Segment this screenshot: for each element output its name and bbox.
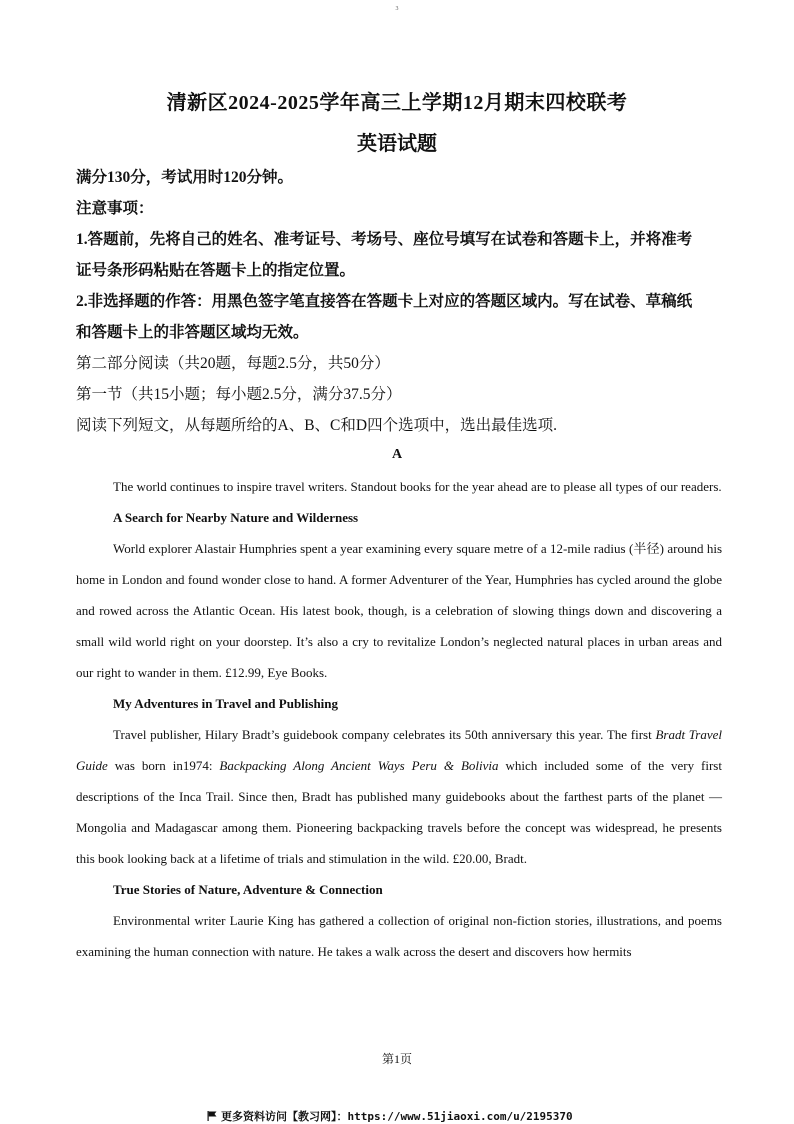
book-2-text-b: was born in1974: [107, 758, 220, 773]
book-2-italic-2: Backpacking Along Ancient Ways Peru & Bolivia [219, 758, 499, 773]
book-2-italic-1: Bradt Travel Guide [76, 727, 722, 773]
exam-title: 清新区2024-2025学年高三上学期12月期末四校联考 [166, 92, 628, 114]
book-1-title: A Search for Nearby Nature and Wilderness [113, 510, 359, 525]
part-two-heading: 第二部分阅读（共20题，每题2.5分，共50分） [76, 355, 390, 372]
note-1-line-1: 1.答题前，先将自己的姓名、准考证号、考场号、座位号填写在试卷和答题卡上，并将准考 [76, 231, 693, 248]
passage-intro: The world continues to inspire travel writers. Standout books for the year ahead are to please all types of our readers. [113, 479, 722, 494]
footer-ad[interactable] [207, 1108, 573, 1124]
book-1-text: World explorer Alastair Humphries spent a year examining every square metre of a 12-mile radius (半径) around his home in London and found wonder close to hand. A former Adventurer of the Year, Humphries has cycled around the globe and rowed across the Atlantic Ocean. His latest book, though, is a celebration of slowing things down and discovering a small wild world right on your doorstep. It’s also a cry to revitalize London’s neglected natural places in urban areas and our right to wander in them. £12.99, Eye Books. [76, 541, 722, 680]
book-3-text: Environmental writer Laurie King has gathered a collection of original non-fiction stories, illustrations, and poems examining the human connection with nature. He takes a walk across the desert and discovers how hermits [76, 913, 722, 959]
book-2-text-c: which included some of the very first descriptions of the Inca Trail. Since then, Bradt has published many guidebooks about the farthest parts of the planet — Mongolia and Madagascar among them. Pioneering backpacking travels before the concept was widespread, he presents this book looking back at a lifetime of trials and stimulation in the wild. £20.00, Bradt. [76, 758, 722, 866]
score-time: 满分130分，考试用时120分钟。 [76, 169, 294, 186]
reading-passage [76, 471, 722, 967]
book-3-title: True Stories of Nature, Adventure & Connection [113, 882, 383, 897]
reading-directions: 阅读下列短文，从每题所给的A、B、C和D四个选项中，选出最佳选项. [76, 417, 557, 434]
notes-heading: 注意事项： [76, 200, 154, 217]
section-one-heading: 第一节（共15小题；每小题2.5分，满分37.5分） [76, 386, 402, 403]
note-2-line-2: 和答题卡上的非答题区域均无效。 [76, 324, 309, 341]
instructions [76, 162, 726, 441]
book-2-text-a: Travel publisher, Hilary Bradt’s guidebook company celebrates its 50th anniversary this year. The first [113, 727, 656, 742]
footer-ad-text[interactable]: 更多资料访问【教习网】：https://www.51jiaoxi.com/u/2195370 [221, 1110, 573, 1123]
passage-letter: A [391, 447, 403, 462]
page-number: 第1页 [381, 1052, 412, 1066]
exam-subtitle: 英语试题 [357, 133, 437, 155]
book-2-text [76, 719, 722, 874]
note-2-line-1: 2.非选择题的作答：用黑色签字笔直接答在答题卡上对应的答题区域内。写在试卷、草稿纸 [76, 293, 693, 310]
note-1-line-2: 证号条形码粘贴在答题卡上的指定位置。 [76, 262, 356, 279]
book-2-title: My Adventures in Travel and Publishing [113, 696, 339, 711]
top-mark: 3 [395, 6, 399, 12]
flag-icon [207, 1111, 217, 1121]
